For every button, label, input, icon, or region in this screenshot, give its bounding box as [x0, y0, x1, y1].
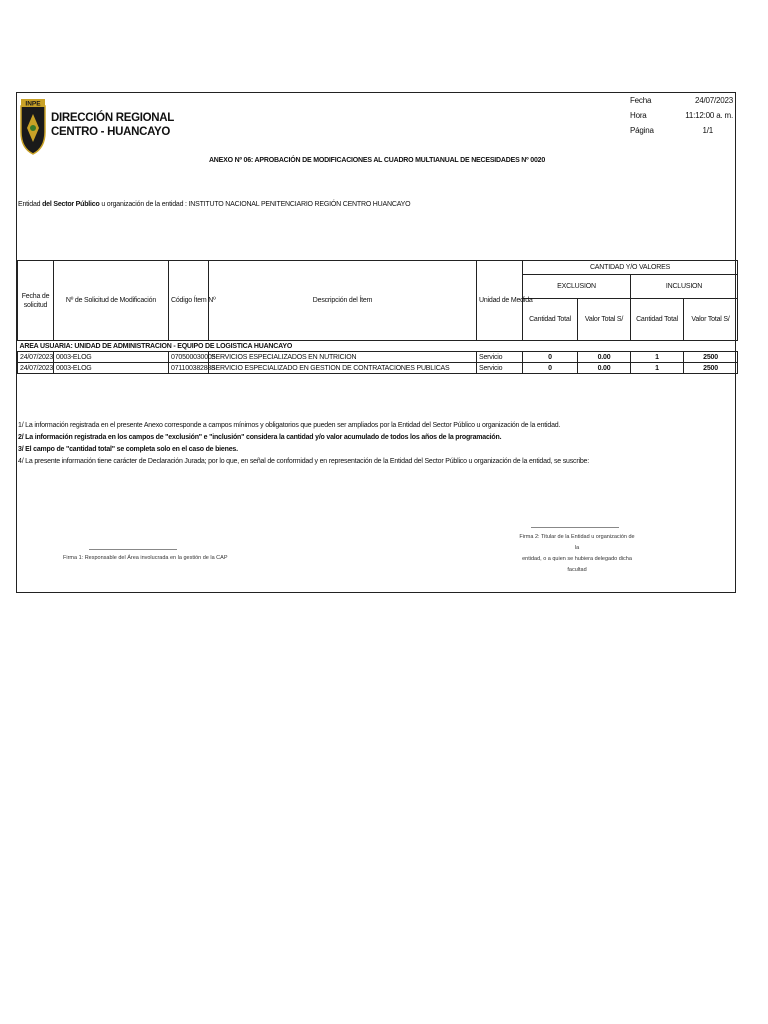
- header-solicitud: Nº de Solicitud de Modificación: [54, 261, 169, 341]
- pagina-value: 1/1: [702, 126, 713, 135]
- cell-codigo: 070500030005: [169, 352, 209, 363]
- document-sheet: [16, 92, 736, 593]
- header-codigo: Código Ítem Nº: [169, 261, 209, 341]
- signature-1-caption: Firma 1: Responsable del Área involucrada en la gestión de la CAP: [63, 555, 228, 561]
- header-exclusion: EXCLUSION: [523, 275, 631, 299]
- signature-line-2: [531, 527, 619, 528]
- hora-value: 11:12:00 a. m.: [685, 111, 733, 120]
- cell-codigo: 071100382888: [169, 363, 209, 374]
- header-unidad: Unidad de Medida: [477, 261, 523, 341]
- signature-2-caption: [517, 532, 637, 576]
- pagina-label: Página: [630, 126, 654, 135]
- cell-descripcion: SERVICIO ESPECIALIZADO EN GESTION DE CONTRATACIONES PUBLICAS: [209, 363, 477, 374]
- header-exc-valor: Valor Total S/: [578, 299, 631, 341]
- area-usuaria-row: AREA USUARIA: UNIDAD DE ADMINISTRACION - EQUIPO DE LOGISTICA HUANCAYO: [18, 341, 738, 352]
- cell-solicitud: 0003-ELOG: [54, 352, 169, 363]
- cell-exc-cantidad: 0: [523, 363, 578, 374]
- table-row: [18, 352, 738, 363]
- cell-fecha: 24/07/2023: [18, 363, 54, 374]
- note-2: 2/ La información registrada en los campos de "exclusión" e "inclusión" considera la cantidad y/o valor acumulado de todos los años de la programación.: [18, 434, 502, 441]
- cell-solicitud: 0003-ELOG: [54, 363, 169, 374]
- header-descripcion: Descripción del Ítem: [209, 261, 477, 341]
- hora-label: Hora: [630, 111, 647, 120]
- header-fecha: Fecha de solicitud: [18, 261, 54, 341]
- cell-inc-cantidad: 1: [631, 352, 684, 363]
- org-name-line2: CENTRO - HUANCAYO: [51, 126, 171, 138]
- cell-descripcion: SERVICIOS ESPECIALIZADOS EN NUTRICION: [209, 352, 477, 363]
- inpe-shield-logo: [19, 98, 47, 156]
- cell-inc-cantidad: 1: [631, 363, 684, 374]
- header-exc-cantidad: Cantidad Total: [523, 299, 578, 341]
- header-cantidad-valores: CANTIDAD Y/O VALORES: [523, 261, 738, 275]
- entity-bold: del Sector Público: [42, 201, 100, 208]
- cell-fecha: 24/07/2023: [18, 352, 54, 363]
- cell-exc-valor: 0.00: [578, 352, 631, 363]
- signature-2-line1: Firma 2: Titular de la Entidad u organización de la: [519, 534, 635, 551]
- signature-2-line3: facultad: [567, 567, 587, 573]
- signature-line-1: [89, 549, 177, 550]
- cell-inc-valor: 2500: [684, 352, 738, 363]
- fecha-value: 24/07/2023: [694, 96, 733, 105]
- modifications-table: [17, 260, 738, 374]
- signature-2-line2: entidad, o a quien se hubiera delegado dicha: [522, 556, 632, 562]
- document-title: ANEXO Nº 06: APROBACIÓN DE MODIFICACIONES AL CUADRO MULTIANUAL DE NECESIDADES Nº 0020: [208, 157, 546, 164]
- note-1: 1/ La información registrada en el presente Anexo corresponde a campos mínimos y obligatorios que pueden ser ampliados por la Entidad del Sector Público u organización de la entidad.: [18, 422, 561, 429]
- note-4: 4/ La presente información tiene carácter de Declaración Jurada; por lo que, en señal de conformidad y en representación de la Entidad del Sector Público u organización de la entidad, se suscribe:: [18, 458, 589, 465]
- cell-unidad: Servicio: [477, 363, 523, 374]
- entity-line: [18, 201, 410, 208]
- cell-unidad: Servicio: [477, 352, 523, 363]
- notes-section: [18, 420, 589, 468]
- header-inc-valor: Valor Total S/: [684, 299, 738, 341]
- entity-suffix: u organización de la entidad : INSTITUTO NACIONAL PENITENCIARIO REGIÓN CENTRO HUANCAYO: [99, 201, 411, 208]
- logo-text: INPE: [25, 100, 41, 108]
- entity-prefix: Entidad: [18, 201, 43, 208]
- org-name-line1: DIRECCIÓN REGIONAL: [51, 112, 175, 124]
- header-inclusion: INCLUSION: [631, 275, 738, 299]
- header-inc-cantidad: Cantidad Total: [631, 299, 684, 341]
- table-row: [18, 363, 738, 374]
- cell-inc-valor: 2500: [684, 363, 738, 374]
- cell-exc-valor: 0.00: [578, 363, 631, 374]
- fecha-label: Fecha: [630, 96, 652, 105]
- cell-exc-cantidad: 0: [523, 352, 578, 363]
- note-3: 3/ El campo de "cantidad total" se completa solo en el caso de bienes.: [18, 446, 238, 453]
